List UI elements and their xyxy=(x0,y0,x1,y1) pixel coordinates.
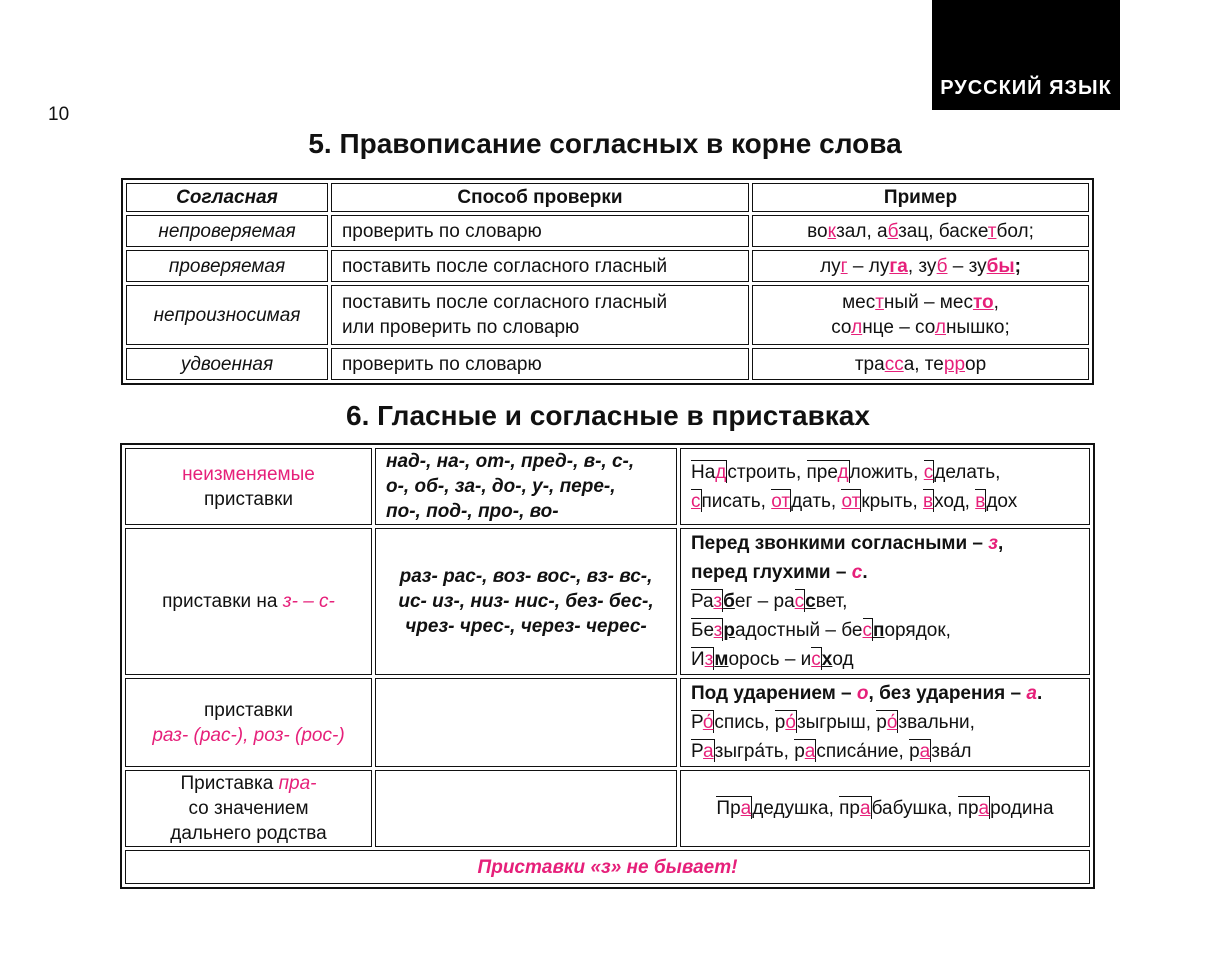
table-footer-row xyxy=(125,850,1090,884)
consonants-table xyxy=(121,178,1094,385)
prefix-examples: Под ударением – о, без ударения – а. Ро́спись, ро́зыгрыш, ро́звальни, Разыгра́ть, расписа́ние, разва́л xyxy=(680,678,1090,767)
prefix-list: раз- рас-, воз- вос-, вз- вс-, ис- из-, низ- нис-, без- бес-, чрез- чрес-, через- черес- xyxy=(375,528,677,675)
table-footnote: Приставки «з» не бывает! xyxy=(125,850,1090,884)
table-row xyxy=(126,348,1089,380)
prefix-list: над-, на-, от-, пред-, в-, с-, о-, об-, за-, до-, у-, пере-, по-, под-, про-, во- xyxy=(375,448,677,525)
check-method: поставить после согласного гласный xyxy=(331,250,749,282)
column-header-example: Пример xyxy=(752,183,1089,212)
consonant-type: удвоенная xyxy=(126,348,328,380)
prefix-category: приставки на з- – с- xyxy=(125,528,372,675)
prefixes-table xyxy=(120,443,1095,889)
example: трасса, террор xyxy=(752,348,1089,380)
check-method: проверить по словарю xyxy=(331,348,749,380)
prefix-examples: Прадедушка, прабабушка, прародина xyxy=(680,770,1090,847)
table-row xyxy=(126,250,1089,282)
table-row xyxy=(125,528,1090,675)
table-row xyxy=(125,678,1090,767)
column-header-method: Способ проверки xyxy=(331,183,749,212)
prefix-examples: Надстроить, предложить, сделать, списать, отдать, открыть, вход, вдох xyxy=(680,448,1090,525)
prefix-list xyxy=(375,678,677,767)
table-row xyxy=(126,215,1089,247)
prefix-category: неизменяемые приставки xyxy=(125,448,372,525)
table-row xyxy=(125,770,1090,847)
prefix-examples: Перед звонкими согласными – з, перед глухими – с. Разбег – рассвет, Безрадостный – беспорядок, Изморось – исход xyxy=(680,528,1090,675)
page-number: 10 xyxy=(48,104,70,125)
table-header-row xyxy=(126,183,1089,212)
consonant-type: непроверяемая xyxy=(126,215,328,247)
example: вокзал, абзац, баскетбол; xyxy=(752,215,1089,247)
column-header-consonant: Согласная xyxy=(126,183,328,212)
prefix-list xyxy=(375,770,677,847)
subject-banner: РУССКИЙ ЯЗЫК xyxy=(932,0,1120,110)
section5-title: 5. Правописание согласных в корне слова xyxy=(308,128,902,159)
prefix-category: приставки раз- (рас-), роз- (рос-) xyxy=(125,678,372,767)
table-row xyxy=(125,448,1090,525)
check-method: поставить после согласного гласный или проверить по словарю xyxy=(331,285,749,345)
consonant-type: проверяемая xyxy=(126,250,328,282)
example: местный – место, солнце – солнышко; xyxy=(752,285,1089,345)
prefix-category: Приставка пра- со значением дальнего родства xyxy=(125,770,372,847)
consonant-type: непроизносимая xyxy=(126,285,328,345)
example: луг – луга, зуб – зубы; xyxy=(752,250,1089,282)
section6-title: 6. Гласные и согласные в приставках xyxy=(346,400,870,431)
check-method: проверить по словарю xyxy=(331,215,749,247)
table-row xyxy=(126,285,1089,345)
